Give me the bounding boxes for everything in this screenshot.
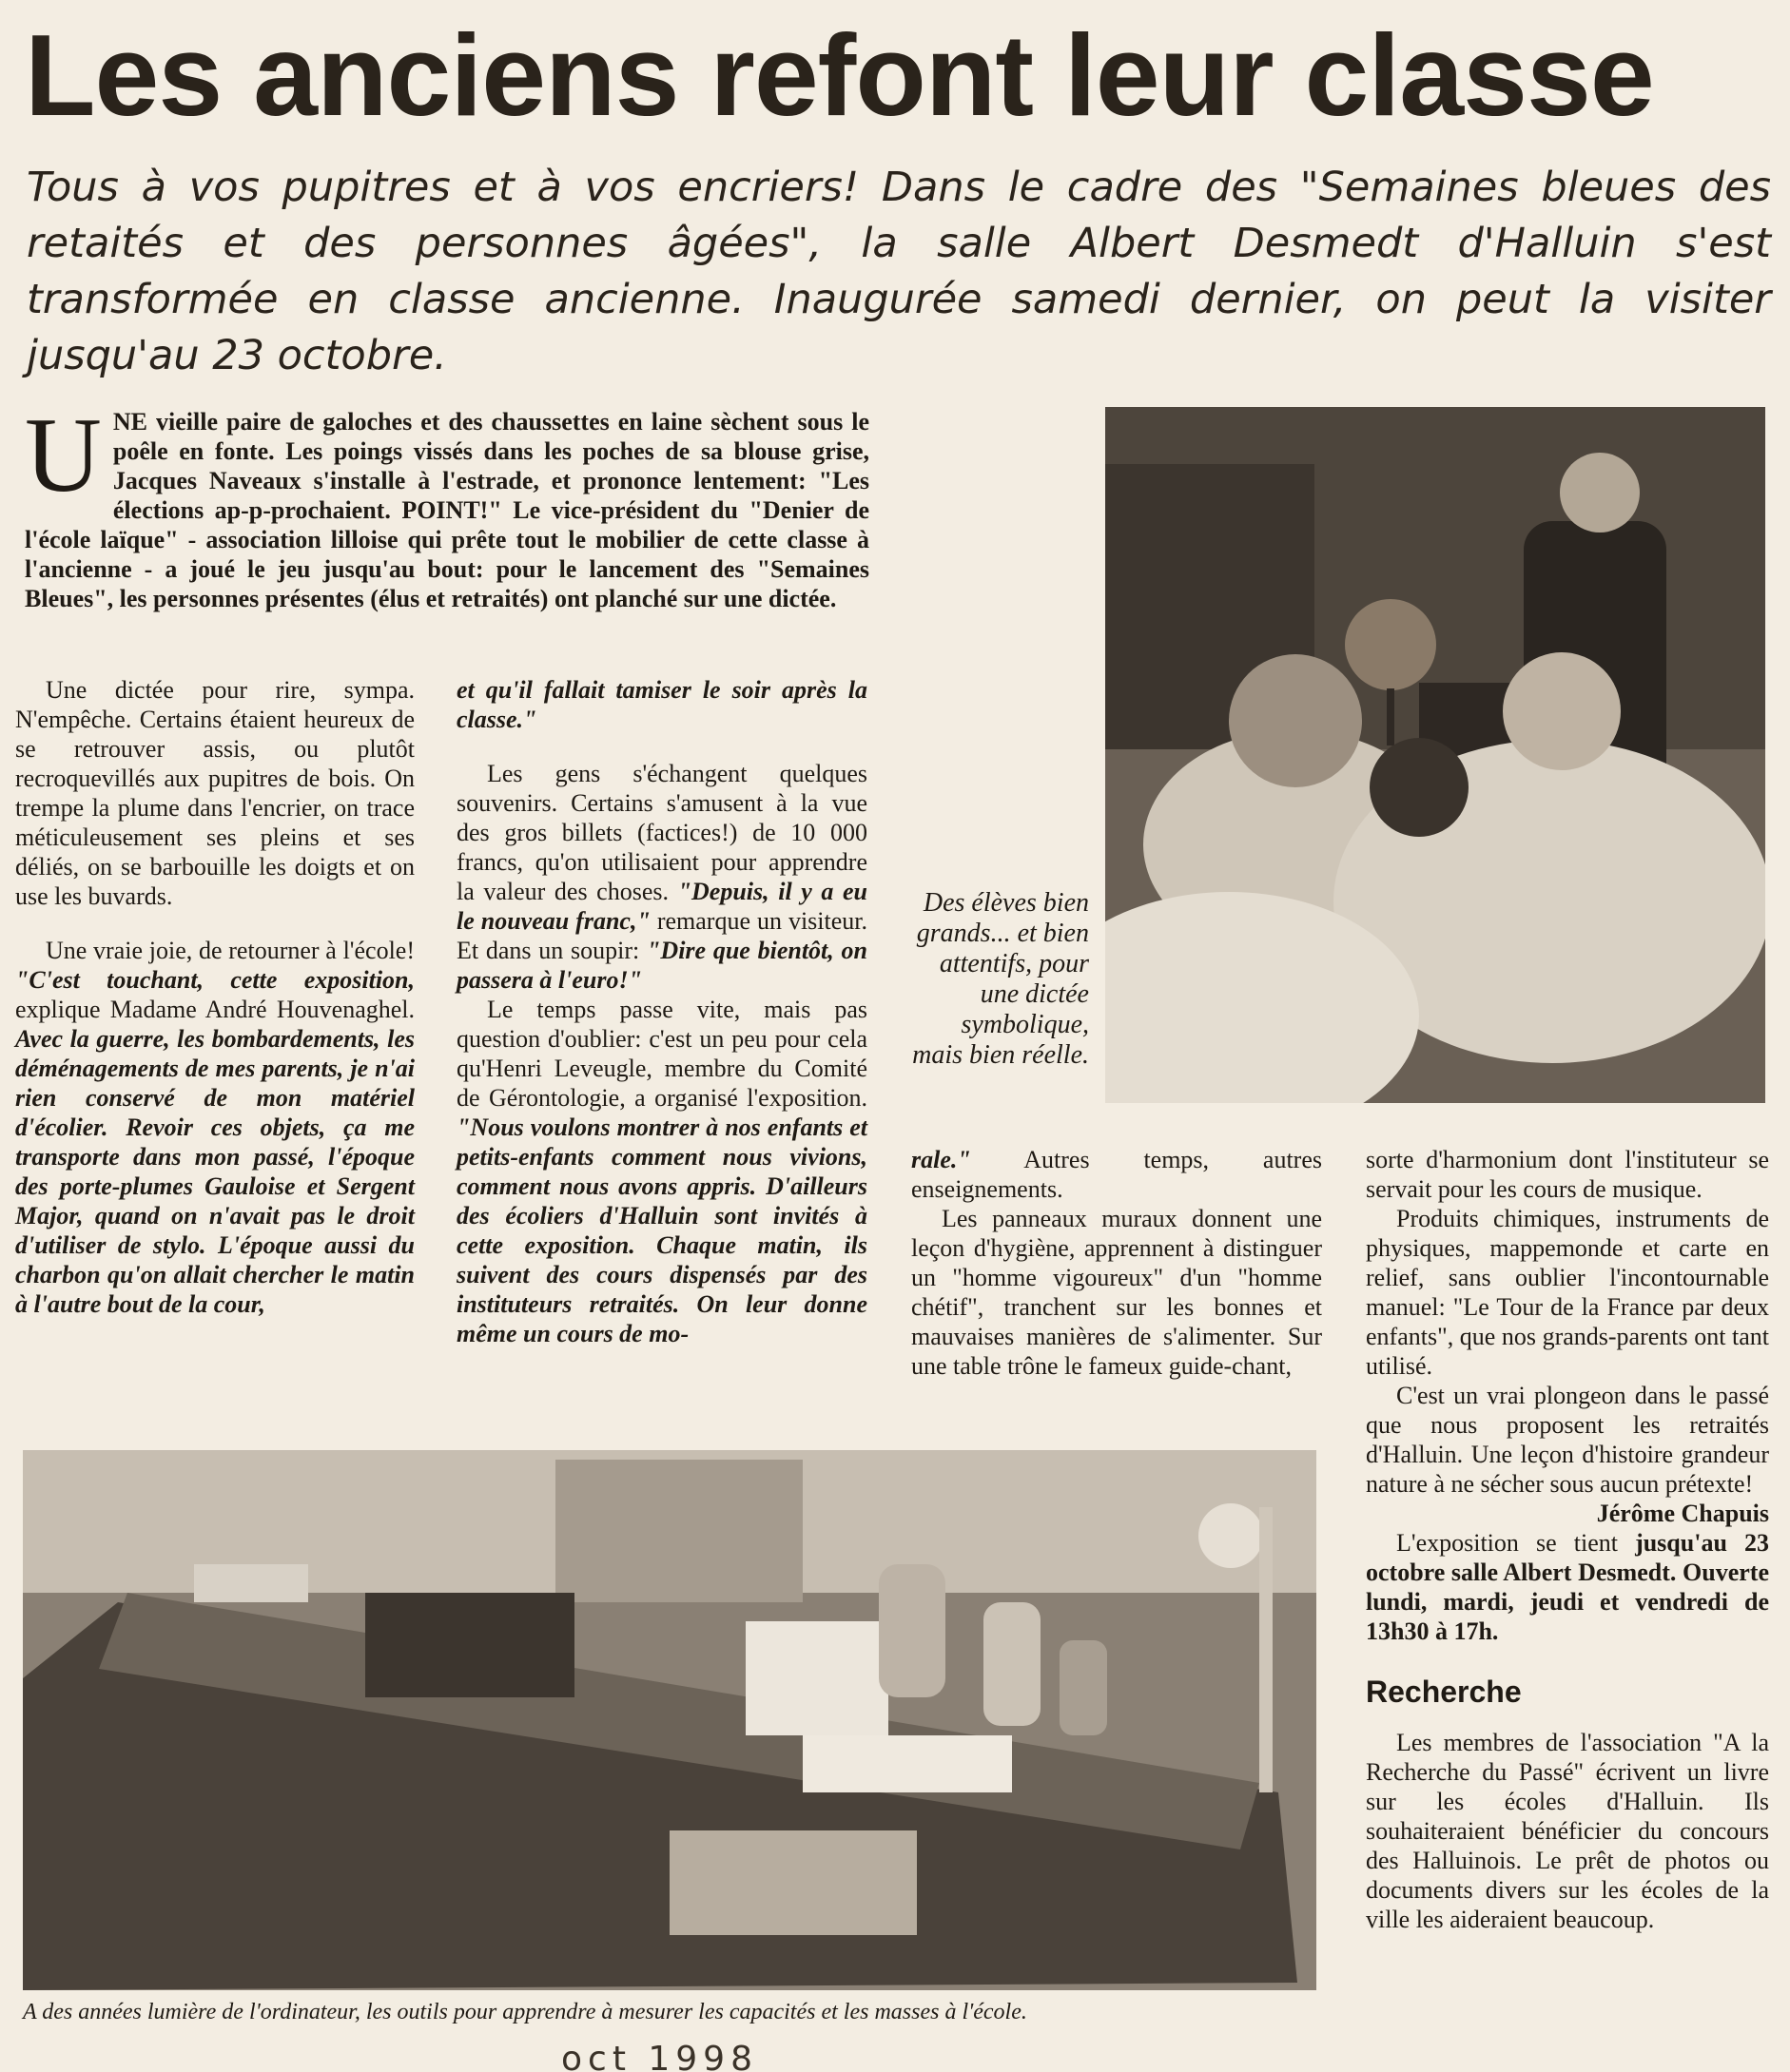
lead-text: NE vieille paire de galoches et des chaussettes en laine sèchent sous le poêle en fonte. Les poings vissés dans les poches de sa blouse grise, Jacques Naveaux s'installe à l'estrade, et prononce lentement: "Les élections ap-p-prochaient. POINT!" Le vice-président du "Denier de l'école laïque" - association lilloise qui prête tout le mobilier de cette classe à l'ancienne - a joué le jeu jusqu'au bout: pour le lancement des "Semaines Bleues", les personnes présentes (élus et retraités) ont planché sur une dictée.	[25, 408, 869, 612]
lead-paragraph	[25, 397, 869, 613]
exhibition-info-dates: jusqu'au 23 octobre salle Albert Desmedt. Ouverte lundi, mardi, jeudi et vendredi de 13h30 à 17h.	[1366, 1529, 1769, 1645]
col2-p2-text-a: Les gens s'échangent quelques souvenirs. Certains s'amusent à la vue des gros billets (factices!) de 10 000 francs, qu'on utilisaient pour apprendre la valeur des choses.	[457, 760, 867, 905]
col2-p2-quote-2: "Dire que bientôt, on passera à l'euro!"	[457, 937, 867, 994]
col3-paragraph-2: Les panneaux muraux donnent une leçon d'hygiène, apprennent à distinguer un "homme vigoureux" d'un "homme chétif", tranchent sur les bonnes et mauvaises manières de s'alimenter. Sur une table trône le fameux guide-chant,	[911, 1205, 1322, 1380]
col2-paragraph-3	[457, 995, 867, 1348]
col1-p2-quote-2: Avec la guerre, les bombardements, les déménagements de mes parents, je n'ai rien conservé de mon matériel d'écolier. Revoir ces objets, ça me transporte dans mon passé, l'époque des porte-plumes Gauloise et Sergent Major, quand on n'avait pas le droit d'utiliser de stylo. L'époque aussi du charbon qu'on allait chercher le matin à l'autre bout de la cour,	[15, 1025, 415, 1318]
col1-p2-quote-1: "C'est touchant, cette exposition,	[15, 966, 415, 994]
column-1	[15, 675, 415, 1319]
column-2	[457, 675, 867, 1348]
subhead-recherche: Recherche	[1366, 1675, 1522, 1709]
col2-p3-text: Le temps passe vite, mais pas question d'oublier: c'est un peu pour cela qu'Henri Leveugle, membre du Comité de Gérontologie, a organisé l'exposition.	[457, 996, 867, 1112]
col3-p1-quote: rale."	[911, 1146, 971, 1173]
headline: Les anciens refont leur classe	[25, 10, 1654, 140]
col3-p1-text: Autres temps, autres enseignements.	[911, 1146, 1322, 1203]
col4-paragraph-1: sorte d'harmonium dont l'instituteur se servait pour les cours de musique.	[1366, 1146, 1769, 1203]
photo-classroom-illustration	[1105, 407, 1765, 1103]
photo-caption-bottom: A des années lumière de l'ordinateur, les outils pour apprendre à mesurer les capacités et les masses à l'école.	[23, 2000, 1027, 2024]
col2-paragraph-1: et qu'il fallait tamiser le soir après la classe."	[457, 676, 867, 733]
drop-cap: U	[25, 397, 102, 514]
col1-p2-text-a: Une vraie joie, de retourner à l'école!	[46, 937, 415, 964]
photo-caption-top: Des élèves bien grands... et bien attentifs, pour une dictée symbolique, mais bien réelle.	[912, 888, 1089, 1070]
column-3	[911, 1145, 1322, 1381]
col2-p2-text-b: remarque un visiteur. Et dans un soupir:	[457, 907, 867, 964]
col4-paragraph-4: Les membres de l'association "A la Recherche du Passé" écrivent un livre sur les écoles d'Halluin. Ils souhaiteraient bénéficier du concours des Halluinois. Le prêt de photos ou documents divers sur les écoles de la ville les aideraient beaucoup.	[1366, 1729, 1769, 1933]
col2-p2-quote-1: "Depuis, il y a eu le nouveau franc,"	[457, 878, 867, 935]
photo-classroom-dictation	[1105, 407, 1765, 1103]
handwritten-date: oct 1998	[561, 2043, 758, 2072]
col1-paragraph-1: Une dictée pour rire, sympa. N'empêche. Certains étaient heureux de se retrouver assis, ou plutôt recroquevillés aux pupitres de bois. On trempe la plume dans l'encrier, on trace méticuleusement ses pleins et ses déliés, on se barbouille les doigts et on use les buvards.	[15, 676, 415, 910]
photo-instruments-illustration	[23, 1450, 1316, 1990]
column-4	[1366, 1145, 1769, 1934]
exhibition-info	[1366, 1528, 1769, 1646]
byline: Jérôme Chapuis	[1596, 1500, 1769, 1527]
col2-paragraph-2	[457, 759, 867, 995]
col2-p3-quote: "Nous voulons montrer à nos enfants et petits-enfants comment nous vivions, comment nous avons appris. D'ailleurs des écoliers d'Halluin sont invités à cette exposition. Chaque matin, ils suivent des cours dispensés par des instituteurs retraités. On leur donne même un cours de mo-	[457, 1113, 867, 1347]
standfirst: Tous à vos pupitres et à vos encriers! Dans le cadre des "Semaines bleues des retaités et des personnes âgées", la salle Albert Desmedt d'Halluin s'est transformée en classe ancienne. Inaugurée samedi dernier, on peut la visiter jusqu'au 23 octobre.	[27, 164, 1771, 379]
col4-paragraph-2: Produits chimiques, instruments de physiques, mappemonde et carte en relief, sans oublier l'incontournable manuel: "Le Tour de la France par deux enfants", que nos grands-parents ont tant utilisé.	[1366, 1205, 1769, 1380]
col1-p2-text-b: explique Madame André Houvenaghel.	[15, 996, 415, 1023]
col3-paragraph-1	[911, 1145, 1322, 1204]
exhibition-info-text: L'exposition se tient	[1396, 1529, 1636, 1557]
col1-paragraph-2	[15, 936, 415, 1319]
photo-school-instruments	[23, 1450, 1316, 1990]
col4-paragraph-3: C'est un vrai plongeon dans le passé que nous proposent les retraités d'Halluin. Une leçon d'histoire grandeur nature à ne sécher sous aucun prétexte!	[1366, 1382, 1769, 1498]
